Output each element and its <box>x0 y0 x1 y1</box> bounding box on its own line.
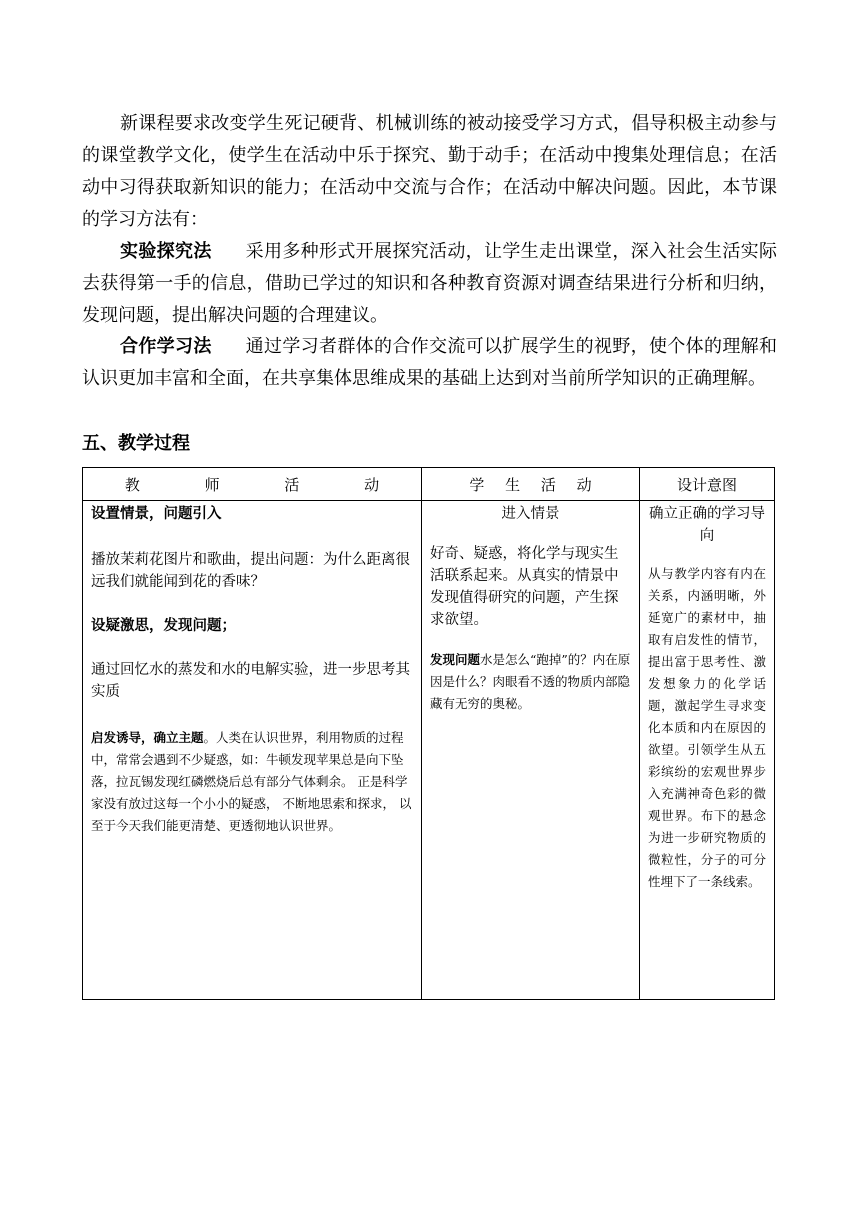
table-row <box>83 501 775 1000</box>
method-cooperative-learning <box>82 331 777 395</box>
header-teacher-activity: 教 师 活 动 <box>83 468 422 501</box>
teacher-step-text: 通过回忆水的蒸发和水的电解实验，进一步思考其实质 <box>91 662 410 700</box>
method-experimental-inquiry <box>82 236 777 332</box>
method-text: 采用多种形式开展探究活动，让学生走出课堂，深入社会生活实际去获得第一手的信息，借助已学过的知识和各种教育资源对调查结果进行分析和归纳，发现问题，提出解决问题的合理建议。 <box>82 241 778 326</box>
teacher-step-heading: 设疑激思，发现问题； <box>91 617 236 634</box>
student-step-text: 发现问题水是怎么“跑掉”的？内在原因是什么？肉眼看不透的物质内部隐藏有无穷的奥秘。 <box>430 652 631 711</box>
student-step-text: 好奇、疑惑，将化学与现实生活联系起来。从真实的情景中发现值得研究的问题，产生探求欲望。 <box>430 546 619 628</box>
header-design-intent: 设计意图 <box>640 468 775 501</box>
teacher-step-heading: 启发诱导，确立主题 <box>91 730 204 745</box>
section-heading: 五、教学过程 <box>82 433 190 454</box>
intent-text: 从与教学内容有内在关系，内涵明晰，外延宽广的素材中，抽取有启发性的情节，提出富于思考性、激发想象力的化学话题，激起学生寻求变化本质和内在原因的欲望。引领学生从五彩缤纷的宏观世界步入充满神奇色彩的微观世界。布下的悬念为进一步研究物质的微粒性，分子的可分性埋下了一条线索。 <box>648 566 766 889</box>
method-text: 通过学习者群体的合作交流可以扩展学生的视野，使个体的理解和认识更加丰富和全面，在共享集体思维成果的基础上达到对当前所学知识的正确理解。 <box>82 336 778 389</box>
intro-paragraph: 新课程要求改变学生死记硬背、机械训练的被动接受学习方式，倡导积极主动参与的课堂教学文化，使学生在活动中乐于探究、勤于动手；在活动中搜集处理信息；在活动中习得获取新知识的能力；在活动中交流与合作；在活动中解决问题。因此，本节课的学习方法有： <box>82 113 777 230</box>
intent-heading: 确立正确的学习导向 <box>649 506 765 544</box>
header-student-activity: 学 生 活 动 <box>422 468 640 501</box>
teacher-activity-cell <box>83 501 422 1000</box>
design-intent-cell <box>640 501 775 1000</box>
teacher-step-text: 播放茉莉花图片和歌曲，提出问题：为什么距离很远我们就能闻到花的香味？ <box>91 552 410 590</box>
student-step-heading: 进入情景 <box>501 506 560 522</box>
teaching-process-table <box>82 467 775 1000</box>
teacher-step-text: 启发诱导，确立主题。人类在认识世界，利用物质的过程中，常常会遇到不少疑惑，如：牛顿发现苹果总是向下坠落，拉瓦锡发现红磷燃烧后总有部分气体剩余。 正是科学家没有放过这每一个小小的疑惑， 不断地思索和探求， 以至于今天我们能更清楚、更透彻地认识世界。 <box>91 730 412 833</box>
method-title: 合作学习法 <box>120 336 212 357</box>
table-header-row <box>83 468 775 501</box>
student-activity-cell <box>422 501 640 1000</box>
method-title: 实验探究法 <box>120 241 212 262</box>
student-step-heading: 发现问题 <box>430 652 481 667</box>
teacher-step-heading: 设置情景，问题引入 <box>91 505 222 522</box>
